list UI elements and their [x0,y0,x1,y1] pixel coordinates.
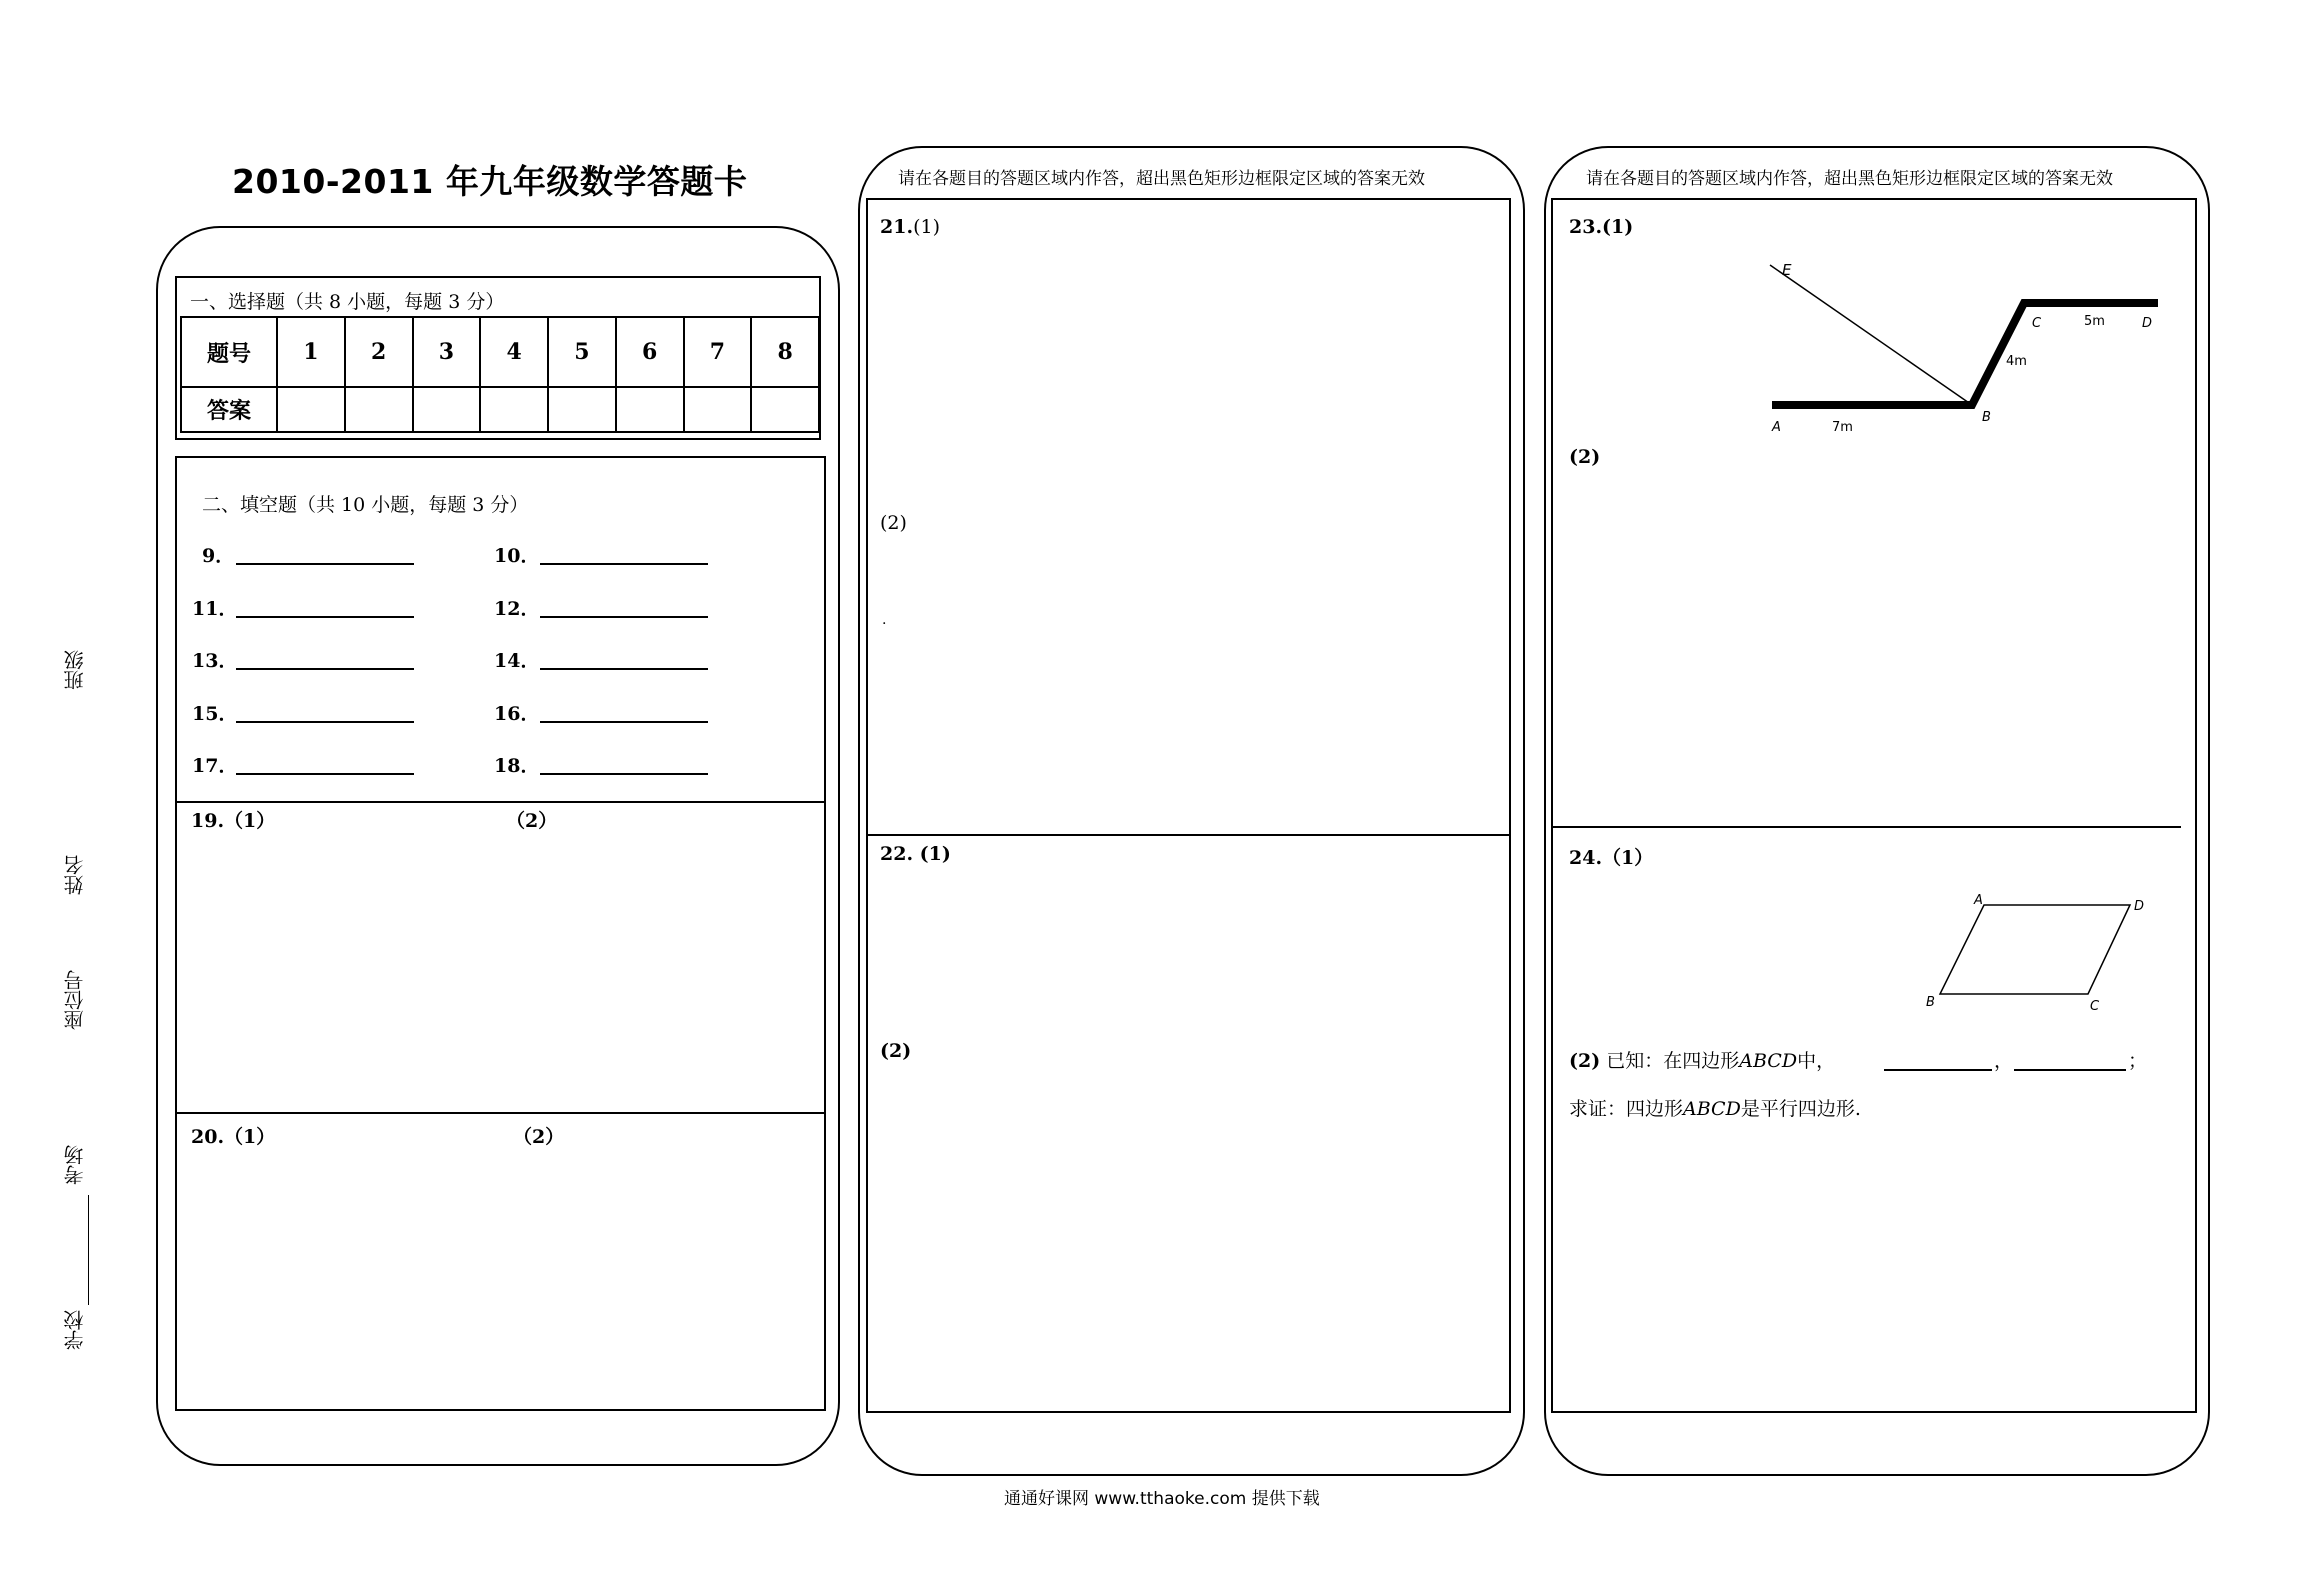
q24-known-text: 已知：在四边形 [1606,1050,1740,1072]
q24-semicolon: ； [2128,1050,2148,1072]
figure-label-b: B [1926,995,1935,1010]
choice-answer-table [180,316,820,433]
divider [175,1112,826,1114]
side-label-class: 班级 [63,650,87,690]
fill-blank[interactable] [236,563,414,565]
q21-label: 21. [880,216,914,238]
choice-number: 2 [345,317,413,387]
row-label-answer: 答案 [181,387,277,432]
fill-blank[interactable] [540,616,708,618]
choice-number: 5 [548,317,616,387]
figure-label-d: D [2134,899,2145,914]
fill-item-label: 9． [202,545,235,567]
figure-length-bc: 4m [2006,354,2027,369]
q21-part2-label: (2) [880,512,907,534]
figure-length-ab: 7m [1832,420,1853,435]
page-title: 2010-2011 年九年级数学答题卡 [232,162,748,201]
q24-prove-text: 求证：四边形 [1569,1098,1684,1120]
side-label-seat: 座位号 [63,970,87,1030]
row-label-number: 题号 [181,317,277,387]
q24-answer-area[interactable] [1558,1128,2188,1408]
q24-part2-number: (2) [1569,1050,1601,1072]
choice-number: 6 [616,317,684,387]
q22-answer-area[interactable] [872,872,1504,1407]
q21-part1-label: (1) [913,216,940,238]
q20-part2-label: （2） [513,1126,565,1148]
q19-part2-label: （2） [506,810,558,832]
choice-answer-cell[interactable] [548,387,616,432]
figure-label-a: A [1772,420,1781,435]
choice-answer-cell[interactable] [345,387,413,432]
q24-prove-line [1569,1094,1861,1121]
fill-item-label: 11． [192,598,238,620]
figure-label-c: C [2090,999,2100,1014]
q24-comma: ， [1994,1050,2014,1072]
choice-answer-cell[interactable] [413,387,481,432]
q24-condition-blank-2[interactable] [2014,1069,2126,1071]
choice-number: 3 [413,317,481,387]
divider [1551,826,2181,828]
q23-label: 23.(1) [1569,216,1634,238]
choice-answer-cell[interactable] [751,387,819,432]
fill-blank[interactable] [236,668,414,670]
side-fill-line [88,1195,89,1305]
q24-known-end: 中， [1797,1050,1836,1072]
fill-item-label: 15． [192,703,238,725]
choice-number: 7 [684,317,752,387]
figure-label-c: C [2032,316,2042,331]
choice-number: 4 [480,317,548,387]
divider [866,834,1511,836]
fill-item-label: 14． [494,650,540,672]
q19-label: 19.（1） [191,810,276,832]
fill-blank[interactable] [540,721,708,723]
q24-label: 24.（1） [1569,847,1654,869]
q24-part2-line [1569,1046,1835,1073]
figure-label-b: B [1982,410,1991,425]
fill-blank[interactable] [540,668,708,670]
fill-item-label: 16． [494,703,540,725]
q21-answer-area[interactable] [872,245,1504,830]
q21-heading [880,216,940,238]
q24-prove-end: 是平行四边形. [1740,1098,1861,1120]
fill-heading: 二、填空题（共 10 小题，每题 3 分） [202,494,529,516]
choice-answer-cell[interactable] [480,387,548,432]
fill-blank[interactable] [540,773,708,775]
fill-blank[interactable] [236,721,414,723]
notice-text: 请在各题目的答题区域内作答，超出黑色矩形边框限定区域的答案无效 [898,169,1425,189]
figure-label-e: E [1782,261,1792,279]
q23-answer-area[interactable] [1558,472,2188,822]
q22-label: 22. (1) [880,843,951,865]
figure-label-a: A [1974,893,1983,908]
fill-item-label: 12． [494,598,540,620]
choice-number: 1 [277,317,345,387]
q24-figure [1908,888,2148,1018]
fill-blank[interactable] [236,773,414,775]
side-label-school: 学校 [63,1310,87,1350]
q19-answer-area[interactable] [180,834,820,1109]
q20-label: 20.（1） [191,1126,276,1148]
q23-figure [1740,245,2180,445]
side-label-name: 姓名 [63,855,87,895]
q24-condition-blank-1[interactable] [1884,1069,1992,1071]
fill-item-label: 18． [494,755,540,777]
figure-segment-eb [1770,265,1972,405]
divider [175,801,826,803]
choice-heading: 一、选择题（共 8 小题，每题 3 分） [190,291,505,313]
fill-item-label: 10． [494,545,540,567]
choice-number: 8 [751,317,819,387]
fill-blank[interactable] [540,563,708,565]
fill-item-label: 17． [192,755,238,777]
q23-part2-label: (2) [1569,446,1601,468]
footer-text: 通通好课网 www.tthaoke.com 提供下载 [1004,1489,1320,1509]
notice-text: 请在各题目的答题区域内作答，超出黑色矩形边框限定区域的答案无效 [1586,169,2113,189]
stray-dot: . [882,612,887,628]
fill-item-label: 13． [192,650,238,672]
figure-length-cd: 5m [2084,314,2105,329]
parallelogram-abcd [1940,905,2130,994]
choice-answer-cell[interactable] [616,387,684,432]
q20-answer-area[interactable] [180,1150,820,1405]
q24-quad-name: ABCD [1683,1098,1741,1120]
fill-blank[interactable] [236,616,414,618]
choice-answer-cell[interactable] [277,387,345,432]
q22-part2-label: (2) [880,1040,912,1062]
side-label-exam-room: 考场 [63,1145,87,1185]
figure-label-d: D [2142,316,2153,331]
choice-answer-cell[interactable] [684,387,752,432]
q24-quad-name: ABCD [1739,1050,1798,1072]
